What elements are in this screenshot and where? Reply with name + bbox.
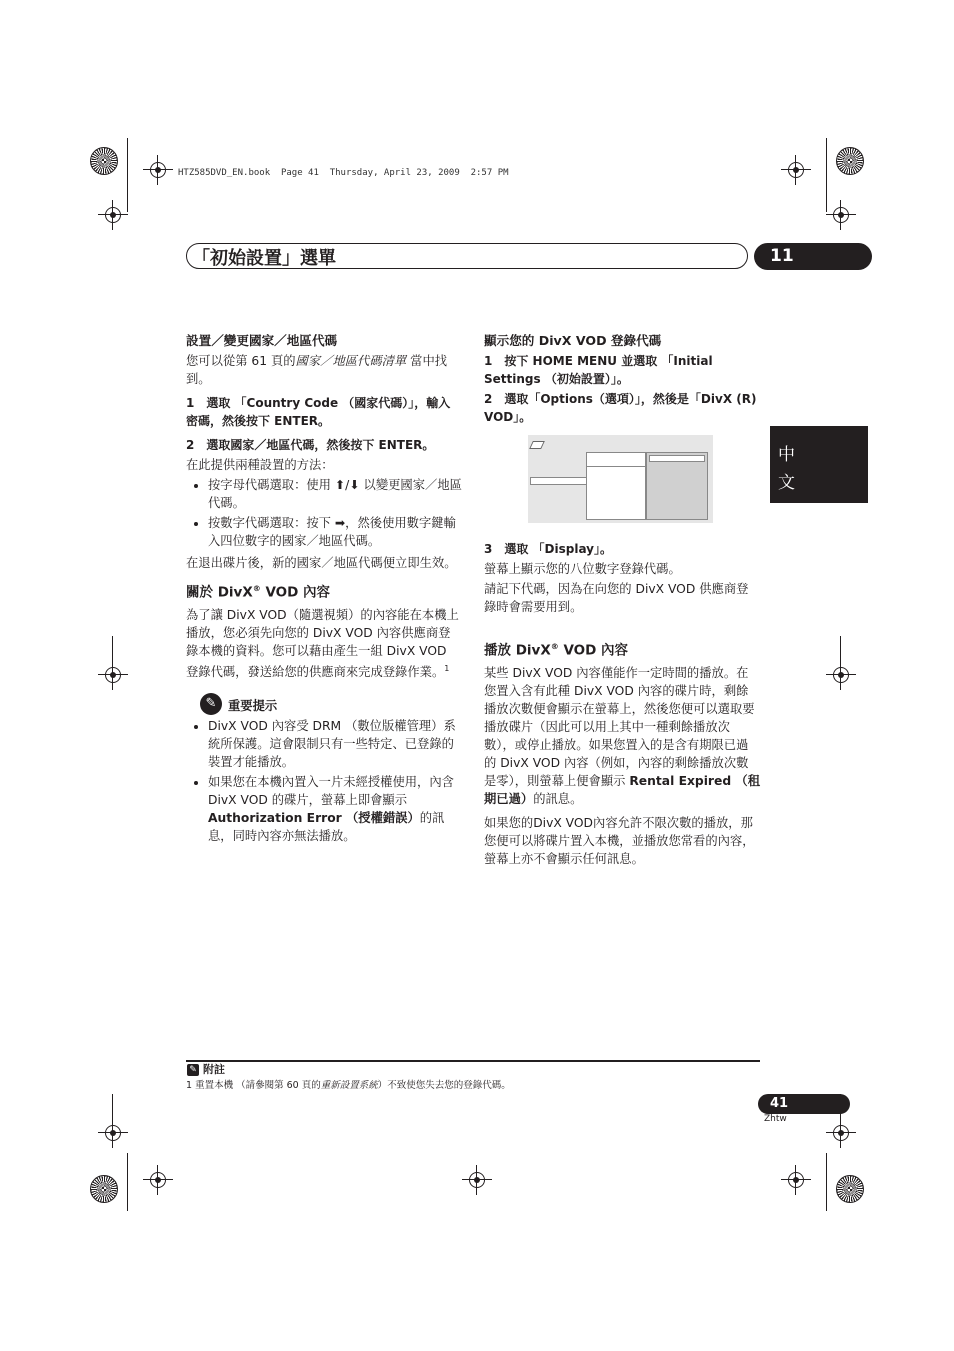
footnote-ref: 1 [444,663,450,673]
crop-line [826,1153,827,1211]
important-tip-icon: ✎ [200,693,222,715]
registration-star-top-left [90,147,118,175]
note-label: 附註 [203,1063,225,1076]
paragraph: 您可以從第 61 頁的國家／地區代碼清單 當中找到。 [186,354,448,386]
step-3: 3 選取 「Display」。 [484,542,612,556]
list-item: • DivX VOD 內容受 DRM （數位版權管理）系統所保護。這會限制只有一些特定、已登錄的裝置才能播放。 [208,717,462,771]
registration-star-bottom-left [90,1175,118,1203]
submenu-panel [586,452,646,520]
registration-mark [98,1118,128,1148]
paragraph: 在退出碟片後，新的國家／地區代碼便立即生效。 [186,556,457,570]
language-tab-char: 中 [778,445,795,465]
print-slug: HTZ585DVD_EN.book Page 41 Thursday, April 23, 2009 2:57 PM [178,168,509,178]
registration-mark [462,1165,492,1195]
crop-line [112,1094,113,1126]
chapter-title: 「初始設置」選單 [192,248,336,269]
registration-star-top-right [836,147,864,175]
paragraph: 在此提供兩種設置的方法： [186,458,334,472]
registration-mark [826,1118,856,1148]
paragraph: 螢幕上顯示您的八位數字登錄代碼。 [484,562,681,576]
option-panel [646,452,708,520]
crop-line [112,636,113,666]
list-item: • 按數字代碼選取：按下 ➡，然後使用數字鍵輸入四位數字的國家／地區代碼。 [208,514,462,550]
language-tab-char: 文 [778,473,795,493]
language-tab [770,426,868,503]
step-2: 2 選取國家／地區代碼，然後按下 ENTER。 [186,438,435,452]
list-item: • 按字母代碼選取：使用 ⬆/⬇ 以變更國家／地區代碼。 [208,476,462,512]
paragraph: 如果您的DivX VOD內容允許不限次數的播放，那您便可以將碟片置入本機，並播放您常看的內容，螢幕上亦不會顯示任何訊息。 [484,815,755,866]
registration-star-bottom-right [836,1175,864,1203]
important-tip-header [186,693,462,715]
crop-line [840,636,841,666]
step-1: 1 按下 HOME MENU 並選取 「Initial Settings （初始設置）」。 [484,354,713,386]
list-item: • 如果您在本機內置入一片未經授權使用，內含 DivX VOD 的碟片，螢幕上即會顯示 Authorization Error （授權錯誤）的訊息，同時內容亦無法播放。 [208,773,462,845]
paragraph: 某些 DivX VOD 內容僅能作一定時間的播放。在您置入含有此種 DivX VOD 內容的碟片時，剩餘播放次數便會顯示在螢幕上，然後您便可以選取要播放碟片（因此可以用上其中一種剩餘播放次數），或停止播放。如果您置入的是含有期限已過的 DivX VOD 內容（例如，內容的剩餘播放次數是零），則螢幕上便會顯示 Rental Expired （租期已過）的訊息。 [484,665,760,806]
important-tip-label: 重要提示 [228,698,278,713]
paragraph: 為了讓 DivX VOD（隨選視頻）的內容能在本機上播放，您必須先向您的 DivX VOD 內容供應商登錄本機的資料。您可以藉由產生一組 DivX VOD 登錄代碼，發送給您的供應商來完成登錄作業。$^1$ [186,607,459,679]
step-1: 1 選取 「Country Code （國家代碼）」，輸入密碼，然後按下 ENTER。 [186,396,451,428]
section-heading-divx-vod: 關於 DivX® VOD 內容 [186,584,331,601]
menu-item-highlight [530,477,590,485]
paragraph: 請記下代碼，因為在向您的 DivX VOD 供應商登錄時會需要用到。 [484,582,749,614]
bullet-list [186,717,462,845]
footnote-rule [186,1060,760,1062]
section-heading-display-code: 顯示您的 DivX VOD 登錄代碼 [484,333,662,348]
section-heading-play-divx: 播放 DivX® VOD 內容 [484,642,629,659]
settings-screen-illustration [528,435,713,523]
disc-icon [529,441,545,449]
step-2: 2 選取「Options（選項）」，然後是「DivX (R) VOD」。 [484,392,757,424]
left-column [186,332,462,849]
registration-mark [826,200,856,230]
registration-mark [781,155,811,185]
registration-mark [826,660,856,690]
page-language-code: Zhtw [764,1114,787,1124]
section-heading-country-code: 設置／變更國家／地區代碼 [186,333,338,348]
registration-mark [143,1165,173,1195]
registration-mark [98,660,128,690]
crop-line [826,138,827,212]
crop-line [127,138,128,212]
right-column [484,332,760,428]
right-column-continued [484,538,760,870]
footnote-text: 1 重置本機 （請參閱第 60 頁的重新設置系統）不致使您失去您的登錄代碼。 [186,1080,511,1091]
page-number: 41 [758,1094,850,1114]
registration-mark [781,1165,811,1195]
registration-mark [98,200,128,230]
registration-mark [143,155,173,185]
note-icon: ✎ [187,1064,199,1076]
chapter-number: 11 [754,243,872,270]
bullet-list [186,476,462,550]
crop-line [127,1153,128,1211]
